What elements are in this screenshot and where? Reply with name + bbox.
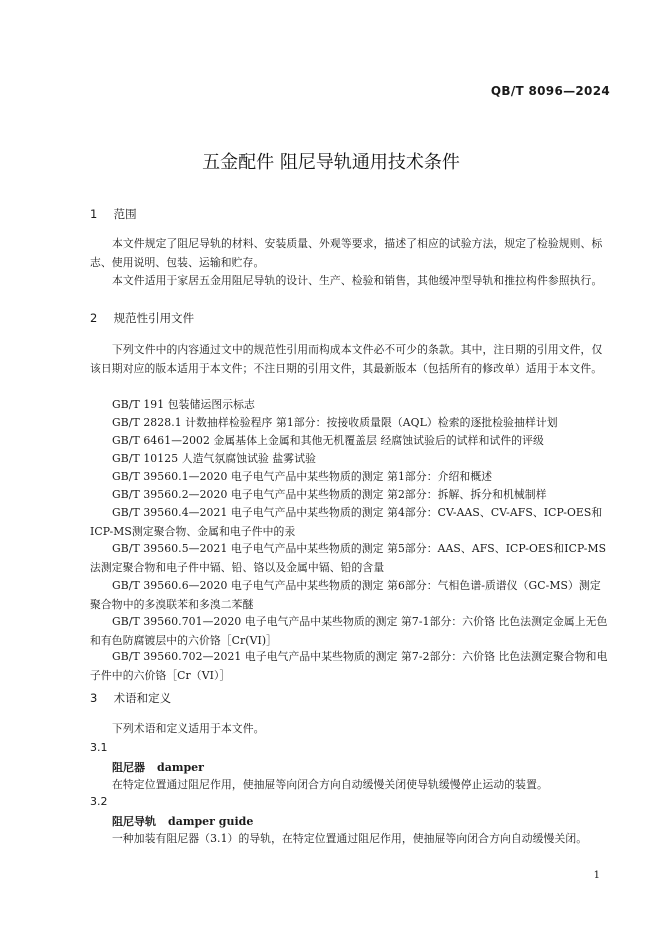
ref-item: GB/T 39560.702—2021 电子电气产品中某些物质的测定 第7-2部分：六价铬 比色法测定聚合物和电子件中的六价铬［Cr（VI）］ (90, 650, 608, 682)
term-number: 3.2 (90, 795, 108, 808)
section-1-heading (90, 206, 137, 222)
term-definition: 在特定位置通过阻尼作用，使抽屉等向闭合方向自动缓慢关闭使导轨缓慢停止运动的装置。 (112, 778, 548, 791)
document-title: 五金配件 阻尼导轨通用技术条件 (202, 152, 460, 173)
term-number: 3.1 (90, 741, 108, 754)
section-2-heading (90, 310, 194, 326)
scope-paragraph-2: 本文件适用于家居五金用阻尼导轨的设计、生产、检验和销售，其他缓冲型导轨和推拉构件参照执行。 (112, 274, 603, 287)
section-3-heading (90, 690, 171, 706)
terms-intro: 下列术语和定义适用于本文件。 (112, 722, 265, 735)
ref-item: GB/T 39560.4—2021 电子电气产品中某些物质的测定 第4部分：CV-AAS、CV-AFS、ICP-OES和ICP-MS测定聚合物、金属和电子件中的汞 (90, 506, 603, 538)
ref-item: GB/T 39560.5—2021 电子电气产品中某些物质的测定 第5部分：AAS、AFS、ICP-OES和ICP-MS法测定聚合物和电子件中镉、铅、铬以及金属中镉、铅的含量 (90, 542, 607, 574)
section-title: 规范性引用文件 (113, 311, 195, 325)
section-number: 3 (90, 691, 98, 705)
ref-item: GB/T 6461—2002 金属基体上金属和其他无机覆盖层 经腐蚀试验后的试样和试件的评级 (112, 434, 544, 447)
term-en: damper guide (168, 815, 254, 828)
section-number: 1 (90, 207, 98, 221)
ref-item: GB/T 191 包装储运图示标志 (112, 398, 255, 411)
normative-refs-intro: 下列文件中的内容通过文中的规范性引用而构成本文件必不可少的条款。其中，注日期的引用文件，仅该日期对应的版本适用于本文件；不注日期的引用文件，其最新版本（包括所有的修改单）适用于本文件。 (90, 343, 603, 375)
scope-paragraph-1: 本文件规定了阻尼导轨的材料、安装质量、外观等要求，描述了相应的试验方法，规定了检验规则、标志、使用说明、包装、运输和贮存。 (90, 237, 603, 269)
term-heading (112, 759, 204, 775)
term-zh: 阻尼导轨 (112, 815, 156, 828)
section-title: 术语和定义 (113, 691, 172, 705)
page-number: 1 (593, 870, 600, 881)
term-heading (112, 813, 253, 829)
ref-item: GB/T 39560.2—2020 电子电气产品中某些物质的测定 第2部分：拆解、拆分和机械制样 (112, 488, 547, 501)
ref-item: GB/T 2828.1 计数抽样检验程序 第1部分：按接收质量限（AQL）检索的逐批检验抽样计划 (112, 416, 558, 429)
term-zh: 阻尼器 (112, 761, 145, 774)
section-title: 范围 (113, 207, 137, 221)
ref-item: GB/T 39560.6—2020 电子电气产品中某些物质的测定 第6部分：气相色谱-质谱仪（GC-MS）测定聚合物中的多溴联苯和多溴二苯醚 (90, 579, 601, 611)
section-number: 2 (90, 311, 98, 325)
standard-code: QB/T 8096—2024 (490, 84, 610, 98)
ref-item: GB/T 39560.701—2020 电子电气产品中某些物质的测定 第7-1部分：六价铬 比色法测定金属上无色和有色防腐镀层中的六价铬［Cr(VI)］ (90, 615, 608, 647)
ref-item: GB/T 39560.1—2020 电子电气产品中某些物质的测定 第1部分：介绍和概述 (112, 470, 493, 483)
ref-item: GB/T 10125 人造气氛腐蚀试验 盐雾试验 (112, 452, 317, 465)
term-en: damper (157, 761, 204, 774)
term-definition: 一种加装有阻尼器（3.1）的导轨，在特定位置通过阻尼作用，使抽屉等向闭合方向自动缓慢关闭。 (112, 832, 588, 845)
